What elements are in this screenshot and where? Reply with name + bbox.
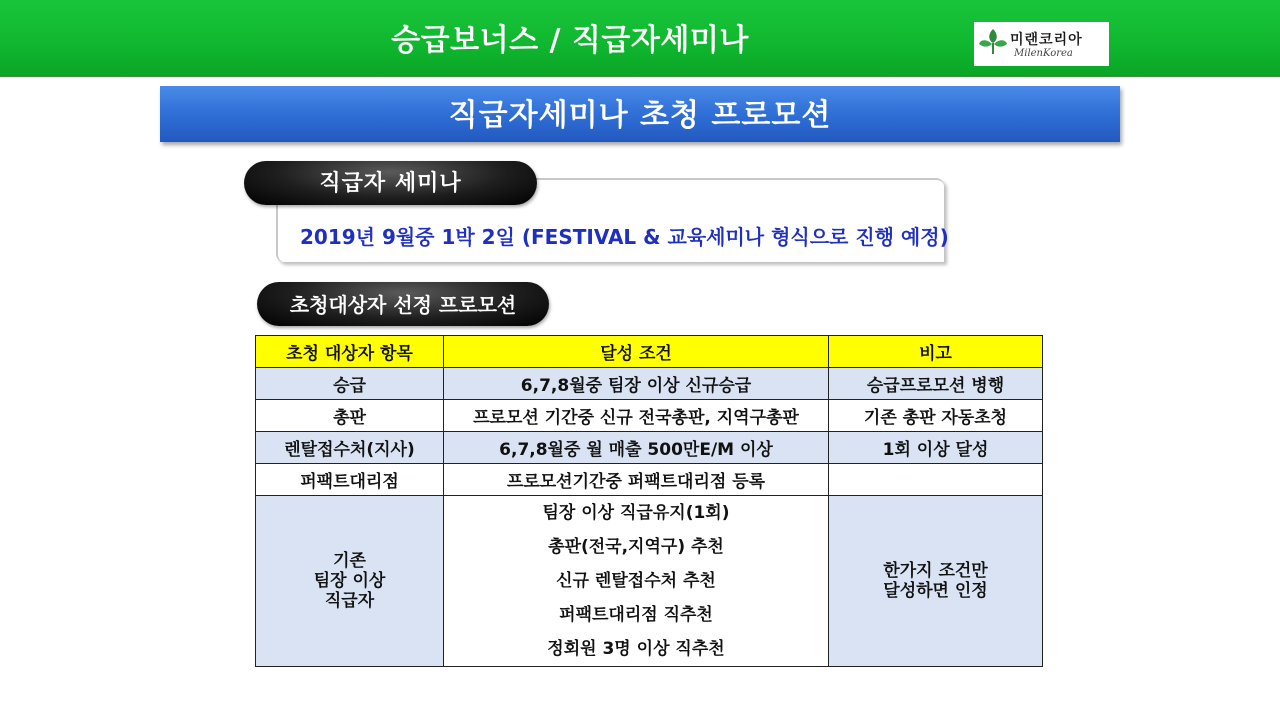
header-note: 비고	[829, 336, 1043, 368]
item-line: 팀장 이상	[313, 571, 386, 591]
row-item: 렌탈접수처(지사)	[256, 432, 444, 464]
condition-item: 총판(전국,지역구) 추천	[548, 537, 724, 557]
logo-subtext: MilenKorea	[1014, 48, 1073, 59]
condition-item: 팀장 이상 직급유지(1회)	[542, 503, 730, 523]
condition-item: 신규 렌탈접수처 추천	[556, 571, 716, 591]
row-item-multiline	[256, 496, 444, 667]
condition-item: 퍼팩트대리점 직추천	[559, 605, 713, 625]
row-note	[829, 464, 1043, 496]
table-row-existing	[256, 496, 1043, 667]
row-condition: 6,7,8월중 월 매출 500만E/M 이상	[444, 432, 829, 464]
header-condition: 달성 조건	[444, 336, 829, 368]
row-condition: 프로모션 기간중 신규 전국총판, 지역구총판	[444, 400, 829, 432]
item-line: 기존	[333, 551, 366, 571]
banner-title: 직급자세미나 초청 프로모션	[448, 98, 832, 133]
row-condition-list	[444, 496, 829, 667]
table-header-row	[256, 336, 1043, 368]
logo-text: 미랜코리아	[1010, 32, 1083, 48]
condition-list	[444, 496, 828, 666]
row-item: 퍼팩트대리점	[256, 464, 444, 496]
row-condition: 프로모션기간중 퍼팩트대리점 등록	[444, 464, 829, 496]
leaf-icon	[978, 26, 1008, 56]
row-note: 1회 이상 달성	[829, 432, 1043, 464]
row-item: 승급	[256, 368, 444, 400]
promotion-table	[255, 335, 1043, 667]
item-line: 직급자	[324, 591, 375, 611]
header-title: 승급보너스 / 직급자세미나	[391, 23, 749, 58]
promotion-label: 초청대상자 선정 프로모션	[257, 282, 549, 326]
note-line: 한가지 조건만	[883, 561, 988, 581]
header-item: 초청 대상자 항목	[256, 336, 444, 368]
company-logo	[974, 22, 1109, 66]
row-condition: 6,7,8월중 팀장 이상 신규승급	[444, 368, 829, 400]
title-banner	[160, 86, 1120, 142]
row-note: 기존 총판 자동초청	[829, 400, 1043, 432]
table-row	[256, 400, 1043, 432]
table-row	[256, 368, 1043, 400]
seminar-description: 2019년 9월중 1박 2일 (FESTIVAL & 교육세미나 형식으로 진행 예정)	[300, 225, 949, 249]
table-row	[256, 432, 1043, 464]
row-note: 승급프로모션 병행	[829, 368, 1043, 400]
note-line: 달성하면 인정	[883, 581, 988, 601]
header-bar	[0, 0, 1280, 77]
row-item: 총판	[256, 400, 444, 432]
row-note-multiline	[829, 496, 1043, 667]
seminar-label: 직급자 세미나	[244, 161, 537, 205]
condition-item: 정회원 3명 이상 직추천	[547, 639, 725, 659]
table-row	[256, 464, 1043, 496]
